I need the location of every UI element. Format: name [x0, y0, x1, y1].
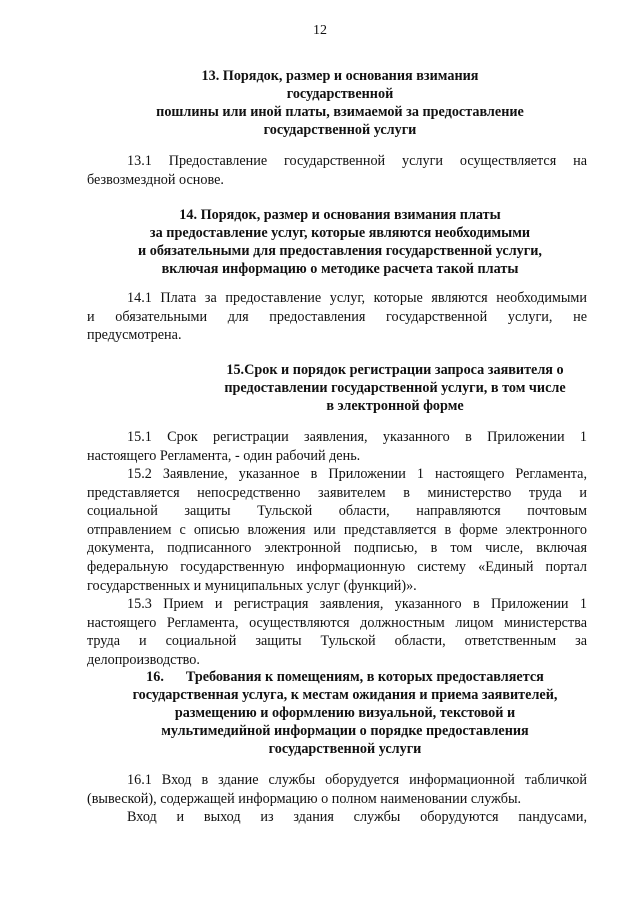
text-line: безвозмездной основе. [87, 171, 224, 188]
text-line: 14.1 Плата за предоставление услуг, которые являются необходимыми [127, 290, 587, 306]
heading-line [95, 668, 595, 686]
paragraph-14-1 [87, 289, 587, 345]
text-line: государственных и муниципальных услуг (функций)». [87, 577, 417, 594]
section-14-heading [95, 206, 585, 278]
text-line: настоящего Регламента, осуществляются должностным лицом министерства [87, 614, 587, 631]
page-number: 12 [313, 23, 327, 38]
text-line: (вывеской), содержащей информацию о полном наименовании службы. [87, 790, 522, 807]
heading-line: 14. Порядок, размер и основания взимания платы [179, 207, 501, 223]
text-line: 15.1 Срок регистрации заявления, указанного в Приложении 1 [127, 429, 587, 445]
heading-line: государственная услуга, к местам ожидания и приема заявителей, [132, 687, 558, 703]
text-line: делопроизводство. [87, 651, 200, 668]
paragraph-15-2 [87, 465, 587, 595]
heading-line: 15.Срок и порядок регистрации запроса заявителя о [226, 362, 564, 378]
text-line: 13.1 Предоставление государственной услуги осуществляется на [127, 153, 587, 169]
heading-line: включая информацию о методике расчета такой платы [161, 261, 519, 277]
paragraph-15-3 [87, 595, 587, 669]
text-line: и обязательными для предоставления государственной услуги, не [87, 308, 587, 325]
text-line: настоящего Регламента, - один рабочий день. [87, 447, 361, 464]
text-line: федеральную государственную информационную систему «Единый портал [87, 558, 587, 575]
paragraph-16-1 [87, 771, 587, 808]
text-line: социальной защиты Тульской области, направляются почтовым [87, 503, 587, 520]
text-line: представляется непосредственно заявителем в министерство труда и [87, 484, 587, 501]
paragraph-15-1 [87, 428, 587, 465]
heading-line-text: Требования к помещениям, в которых предоставляется [185, 669, 544, 685]
section-16-number: 16. [146, 669, 164, 685]
heading-line: государственной [286, 86, 394, 102]
heading-line: размещению и оформлению визуальной, текстовой и [174, 705, 516, 721]
paragraph-16-2 [87, 808, 587, 827]
text-line: Вход и выход из здания службы оборудуются пандусами, [127, 809, 587, 825]
text-line: труда и социальной защиты Тульской области, ответственным за [87, 633, 587, 650]
heading-line: за предоставление услуг, которые являются необходимыми [149, 225, 531, 241]
text-line: отправлением с описью вложения или представляется в форме электронного [87, 521, 587, 538]
section-15-heading [180, 361, 610, 415]
text-line: 15.2 Заявление, указанное в Приложении 1 настоящего Регламента, [127, 466, 587, 482]
text-line: 16.1 Вход в здание службы оборудуется информационной табличкой [127, 772, 587, 788]
heading-line: 13. Порядок, размер и основания взимания [201, 68, 479, 84]
heading-line: государственной услуги [263, 122, 417, 138]
heading-line: предоставлении государственной услуги, в том числе [224, 380, 566, 396]
heading-line: и обязательными для предоставления государственной услуги, [138, 243, 542, 259]
text-line: предусмотрена. [87, 327, 182, 344]
heading-line: в электронной форме [326, 398, 464, 414]
heading-line: государственной услуги [268, 741, 422, 757]
text-line: 15.3 Прием и регистрация заявления, указанного в Приложении 1 [127, 596, 587, 612]
section-13-heading [130, 67, 550, 139]
heading-line: пошлины или иной платы, взимаемой за предоставление [156, 104, 524, 120]
paragraph-13-1 [87, 152, 587, 189]
section-16-heading [95, 668, 595, 758]
heading-line: мультимедийной информации о порядке предоставления [161, 723, 529, 739]
text-line: документа, подписанного электронной подписью, в том числе, включая [87, 540, 587, 557]
